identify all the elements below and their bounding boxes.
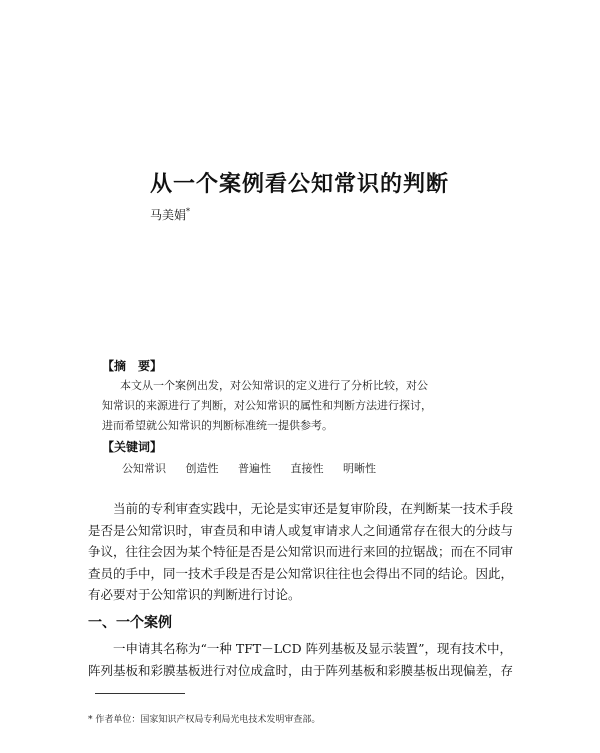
article-title: 从一个案例看公知常识的判断 xyxy=(150,172,450,197)
abstract-heading: 【摘 要】 xyxy=(102,359,163,373)
abstract-line: 知常识的来源进行了判断，对公知常识的属性和判断方法进行探讨， xyxy=(102,399,432,412)
footnote-text: 作者单位：国家知识产权局专利局光电技术发明审查部。 xyxy=(95,715,321,725)
footnote-mark: * xyxy=(88,715,93,725)
keyword: 公知常识 xyxy=(122,462,166,475)
body-line: 一申请其名称为“一种 TFT－LCD 阵列基板及显示装置”，现有技术中， xyxy=(113,641,512,656)
keywords-list xyxy=(122,460,392,476)
body-line: 阵列基板和彩膜基板进行对位成盒时，由于阵列基板和彩膜基板出现偏差，存 xyxy=(88,662,514,678)
keyword: 创造性 xyxy=(185,462,219,475)
keyword: 普遍性 xyxy=(238,462,271,475)
author-footnote-mark: * xyxy=(186,207,191,216)
body-line: 当前的专利审查实践中，无论是实审还是复审阶段，在判断某一技术手段 xyxy=(113,501,514,516)
keywords-heading: 【关键词】 xyxy=(102,440,163,454)
body-line: 有必要对于公知常识的判断进行讨论。 xyxy=(88,587,301,602)
author-name: 马美娟 xyxy=(150,208,187,222)
body-line: 争议，往往会因为某个特征是否是公知常识而进行来回的拉锯战；而在不同审 xyxy=(88,544,514,559)
author-line xyxy=(150,206,190,223)
keyword: 直接性 xyxy=(290,462,324,475)
footnote-divider xyxy=(95,693,185,694)
abstract-body xyxy=(102,376,502,436)
body-line: 是否是公知常识时，审查员和申请人或复审请求人之间通常存在很大的分歧与 xyxy=(88,522,514,538)
intro-paragraph xyxy=(88,498,528,606)
footnote xyxy=(88,712,320,725)
abstract-line: 本文从一个案例出发，对公知常识的定义进行了分析比较，对公 xyxy=(120,379,428,392)
section-heading: 一、一个案例 xyxy=(88,615,172,631)
keyword: 明晰性 xyxy=(343,462,376,475)
section1-paragraph xyxy=(88,638,528,681)
abstract-line: 进而希望就公知常识的判断标准统一提供参考。 xyxy=(102,419,333,432)
body-line: 查员的手中，同一技术手段是否是公知常识往往也会得出不同的结论。因此， xyxy=(88,565,514,581)
